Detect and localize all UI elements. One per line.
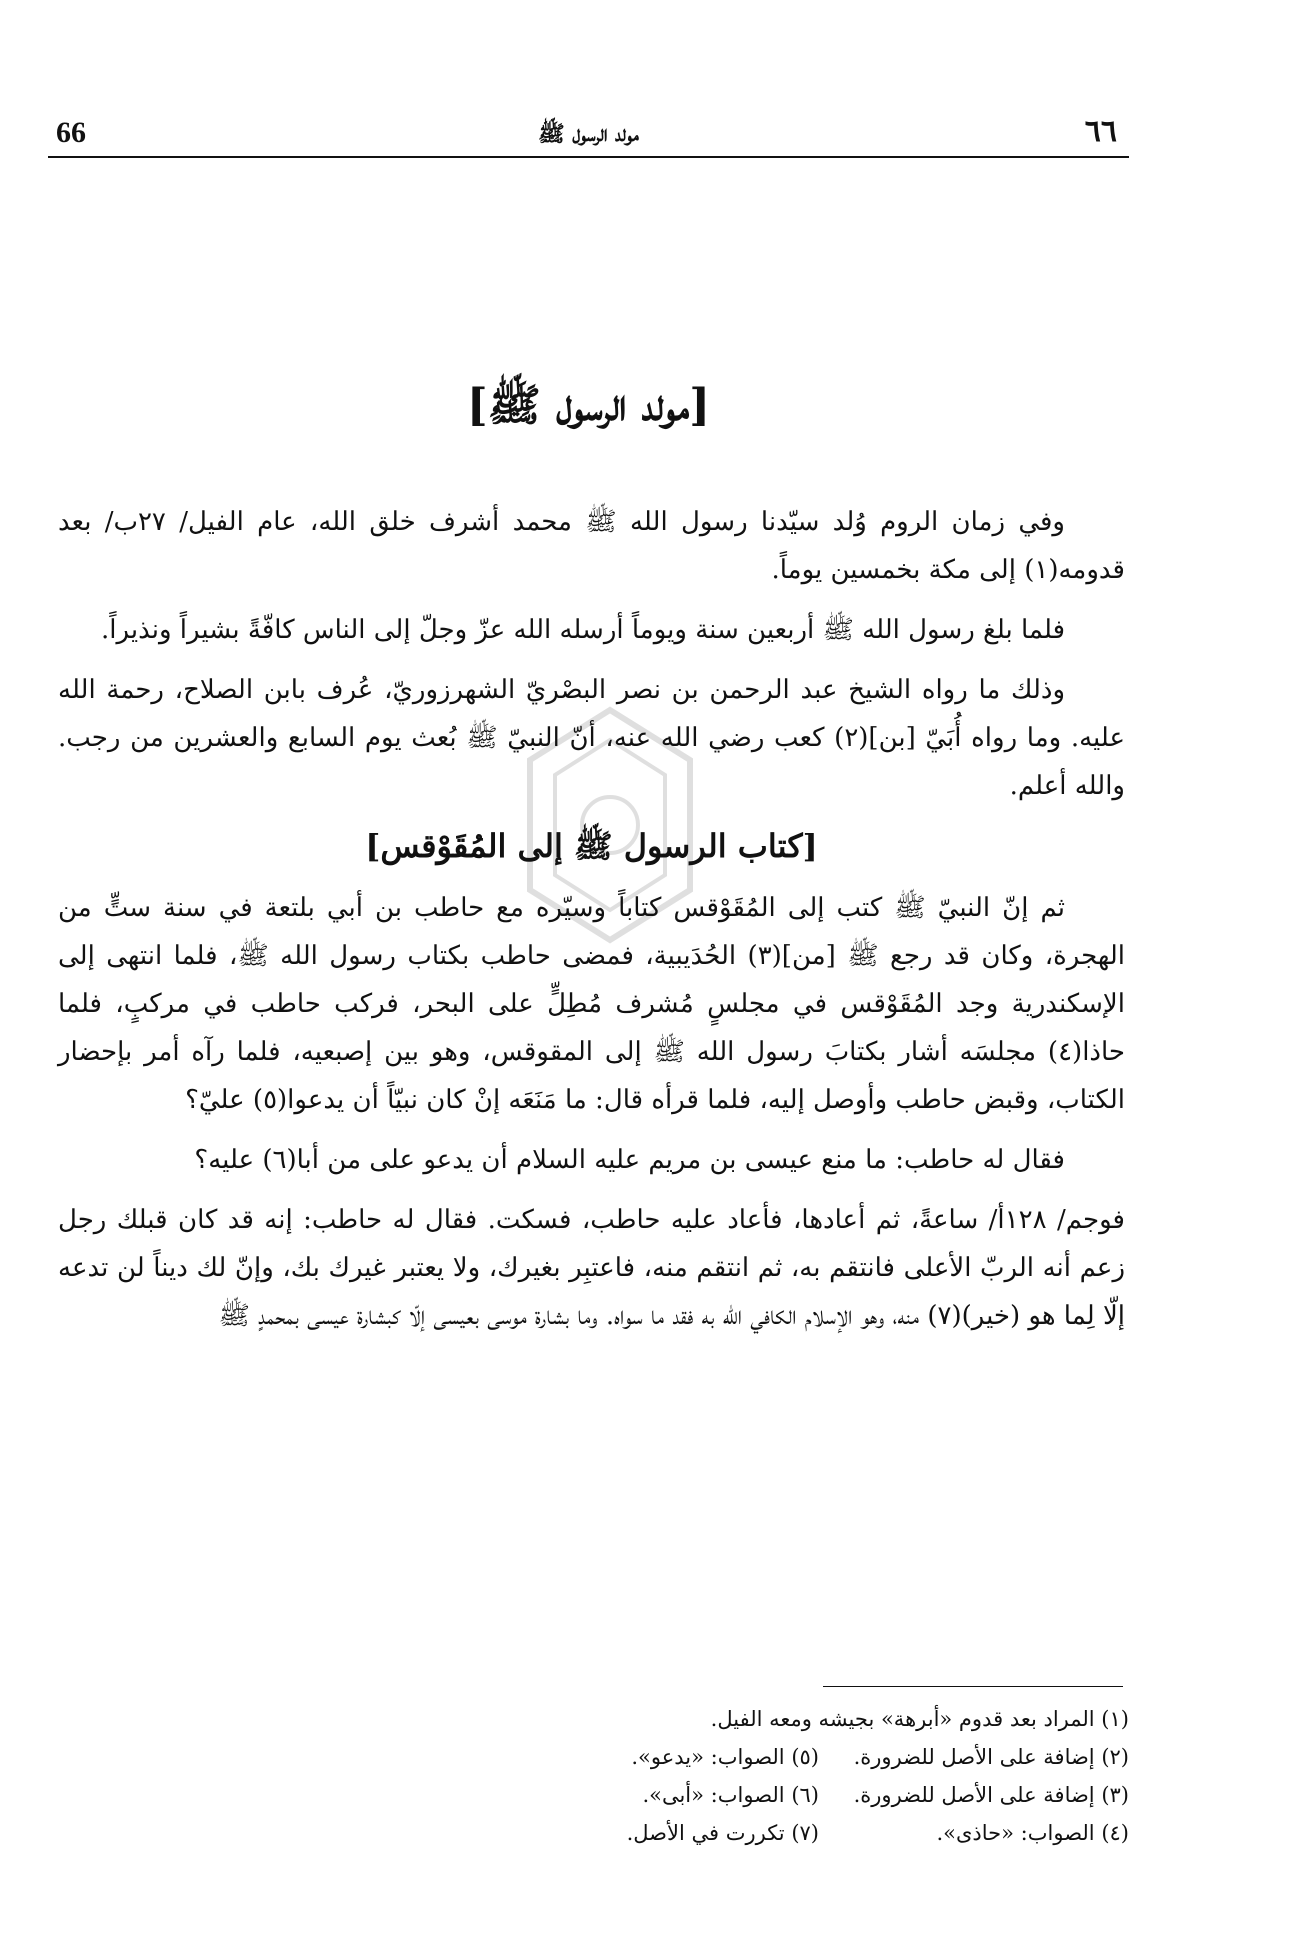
paragraph-1: وفي زمان الروم وُلد سيّدنا رسول الله ﷺ محمد أشرف خلق الله، عام الفيل/ ٢٧ب/ بعد قدومه(١) إلى مكة بخمسين يوماً. (58, 507, 1125, 585)
footnote-separator (823, 1686, 1123, 1687)
running-title: مولد الرسول ﷺ (538, 121, 639, 147)
page-number-arabic: ٦٦ (1084, 114, 1117, 149)
footnote-7: (٧) تكررت في الأصل. (626, 1821, 819, 1845)
paragraph-5: فقال له حاطب: ما منع عيسى بن مريم عليه السلام أن يدعو على من أبا(٦) عليه؟ (194, 1145, 1065, 1175)
footnote-4: (٤) الصواب: «حاذى». (936, 1821, 1129, 1845)
footnote-1: (١) المراد بعد قدوم «أبرهة» بجيشه ومعه الفيل. (710, 1707, 1129, 1731)
paragraph-6: فوجم/ ١٢٨أ/ ساعةً، ثم أعادها، فأعاد عليه حاطب، فسكت. فقال له حاطب: إنه قد كان قبلك رجل زعم أنه الربّ الأعلى فانتقم به، ثم انتقم منه، فاعتبِر بغيرك، ولا يعتبر غيرك بك، وإنّ لك ديناً لن تدعه إلّا لِما هو (خير)(٧) منه، وهو الإسلام الكافي الله به فقد ما سواه. وما بشارة موسى بعيسى إلّا كبشارة عيسى بمحمدٍ ﷺ (58, 1205, 1125, 1331)
footnote-3: (٣) إضافة على الأصل للضرورة. (853, 1783, 1129, 1807)
page-header (48, 108, 1129, 158)
chapter-title: [مولد الرسول ﷺ] (466, 380, 711, 431)
footnote-6: (٦) الصواب: «أبى». (642, 1783, 819, 1807)
footnote-5: (٥) الصواب: «يدعو». (631, 1745, 819, 1769)
paragraph-2: فلما بلغ رسول الله ﷺ أربعين سنة ويوماً أرسله الله عزّ وجلّ إلى الناس كافّةً بشيراً ونذيراً. (101, 615, 1065, 645)
paragraph-3: وذلك ما رواه الشيخ عبد الرحمن بن نصر البصْريّ الشهرزوريّ، عُرف بابن الصلاح، رحمة الله عليه. وما رواه أُبَيّ [بن](٢) كعب رضي الله عنه، أنّ النبيّ ﷺ بُعث يوم السابع والعشرين من رجب. والله أعلم. (58, 675, 1125, 801)
section-title: [كتاب الرسول ﷺ إلى المُقَوْقس] (365, 827, 818, 865)
footnote-2: (٢) إضافة على الأصل للضرورة. (853, 1745, 1129, 1769)
page-number-latin: 66 (56, 116, 86, 149)
footnotes (300, 1700, 1129, 1852)
paragraph-4: ثم إنّ النبيّ ﷺ كتب إلى المُقَوْقس كتاباً وسيّره مع حاطب بن أبي بلتعة في سنة ستٍّ من الهجرة، وكان قد رجع ﷺ [من](٣) الحُدَيبية، فمضى حاطب بكتاب رسول الله ﷺ، فلما انتهى إلى الإسكندرية وجد المُقَوْقس في مجلسٍ مُشرف مُطِلٍّ على البحر، فركب حاطب في مركبٍ، فلما حاذا(٤) مجلسَه أشار بكتابَ رسول الله ﷺ إلى المقوقس، وهو بين إصبعيه، فلما رآه أمر بإحضار الكتاب، وقبض حاطب وأوصل إليه، فلما قرأه قال: ما مَنَعَه إنْ كان نبيّاً أن يدعوا(٥) عليّ؟ (58, 893, 1125, 1115)
main-text (58, 498, 1125, 1352)
